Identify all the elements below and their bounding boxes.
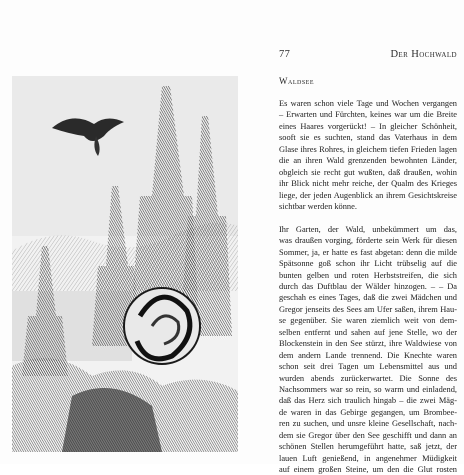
body-text [279, 98, 457, 475]
text-line [279, 212, 457, 223]
text-line: Sommer, ja, er hatte es fast abgetan: denn die milde [279, 247, 457, 257]
text-line: sooft sie es suchten, stand das Vaterhaus in dem [279, 133, 457, 143]
text-line: bunten gelben und roten Herbststreifen, die sich [279, 270, 457, 280]
text-line: auf einem großen Steine, um den die Glut rosten [279, 465, 457, 474]
text-line: dem sie Gregor über den See geschifft und dann an [279, 430, 457, 440]
text-line: lauen Luft genießend, in angenehmer Müdigkeit [279, 453, 457, 463]
text-line: Blockenstein in den See stürzt, ihre Waldwiese von [279, 339, 457, 349]
text-line: sichtbar werden könne. [279, 201, 357, 211]
text-line: selben entfernt und sahen auf jene Stelle, wo der [279, 327, 457, 337]
text-line: – Erwarten und Fürchten, keines war um die Breite [279, 110, 457, 120]
text-line: was draußen vorging, förderte sein Werk für diesen [279, 236, 457, 246]
text-line: wurden abends zurückerwartet. Die Sonne des [279, 373, 457, 383]
text-line: dem andern Lande trennend. Die Knechte waren [279, 350, 457, 360]
text-line: liege, der jeden Augenblick an ihrem Gesichtskreise [279, 190, 457, 200]
text-line: se gegenüber. Sie waren ziemlich weit von dem- [279, 316, 457, 326]
text-line: obgleich sie recht gut wußten, daß draußen, wohin [279, 167, 457, 177]
text-line: Spätsonne goß schon ihr Licht trübselig auf die [279, 259, 457, 269]
text-line: de waren in das Gebirge gegangen, um Brombee- [279, 407, 457, 417]
text-line: Ihr Garten, der Wald, unbekümmert um das, [279, 224, 457, 234]
ornamental-initial [124, 288, 200, 364]
chapter-heading: Der Hochwald [390, 49, 457, 60]
text-line: ren zu suchen, und unsre kleine Gesellschaft, nach- [279, 419, 457, 429]
text-line: die an ihren Wald grenzenden bewohnten Länder, [279, 156, 457, 166]
page-number: 77 [279, 49, 291, 60]
text-line: schon seit drei Tagen um Lebensmittel aus und [279, 362, 457, 372]
text-line: Nachsommers war so rein, so warm und einladend, [279, 384, 457, 394]
text-line: daß das Herz sich traulich hingab – die zwei Mäg- [279, 396, 457, 406]
engraving-artwork [12, 76, 238, 452]
section-title: Waldsee [279, 76, 314, 86]
forest-lake-engraving [12, 76, 238, 452]
text-line: ihr Blick nicht mehr reiche, der Qualm des Krieges [279, 179, 457, 189]
text-line: durch das Duftblau der Wälder hinzogen. – – Da [279, 282, 457, 291]
running-head [279, 48, 457, 62]
text-line: schönen Stellen herumgeführt hatte, saß jetzt, der [279, 442, 457, 452]
text-line: Es waren schon viele Tage und Wochen vergangen [279, 99, 457, 108]
text-line: Glase ihres Rohres, in gleichem tiefen Frieden lagen [279, 144, 457, 154]
text-line: Gregor jenseits des Sees am Ufer saßen, ihrem Hau- [279, 304, 457, 314]
text-line: eines Haares vorgerückt! – In gleicher Schönheit, [279, 121, 457, 131]
text-line: geschah es eines Tages, daß die zwei Mädchen und [279, 293, 457, 303]
